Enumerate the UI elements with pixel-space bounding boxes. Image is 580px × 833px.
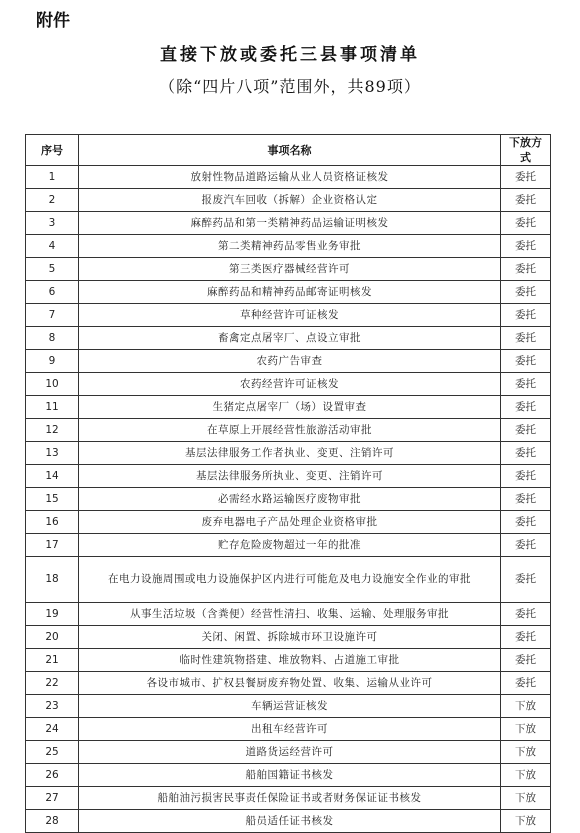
delegation-mode-cell: 委托 — [501, 488, 551, 511]
table-row — [26, 189, 551, 212]
item-name-cell: 废弃电器电子产品处理企业资格审批 — [79, 511, 501, 534]
delegation-mode-cell: 委托 — [501, 626, 551, 649]
column-header-name: 事项名称 — [79, 135, 501, 166]
item-name-cell: 基层法律服务所执业、变更、注销许可 — [79, 465, 501, 488]
row-number-cell: 7 — [26, 304, 79, 327]
delegation-mode-cell: 下放 — [501, 741, 551, 764]
row-number-cell: 21 — [26, 649, 79, 672]
item-name-cell: 船舶国籍证书核发 — [79, 764, 501, 787]
item-name-cell: 放射性物品道路运输从业人员资格证核发 — [79, 166, 501, 189]
delegation-mode-cell: 下放 — [501, 764, 551, 787]
delegation-mode-cell: 委托 — [501, 166, 551, 189]
item-name-cell: 麻醉药品和精神药品邮寄证明核发 — [79, 281, 501, 304]
items-table — [25, 134, 551, 833]
delegation-mode-cell: 委托 — [501, 212, 551, 235]
row-number-cell: 1 — [26, 166, 79, 189]
delegation-mode-cell: 委托 — [501, 672, 551, 695]
delegation-mode-cell: 委托 — [501, 465, 551, 488]
table-row — [26, 626, 551, 649]
delegation-mode-cell: 委托 — [501, 350, 551, 373]
table-row — [26, 672, 551, 695]
table-row — [26, 212, 551, 235]
delegation-mode-cell: 委托 — [501, 649, 551, 672]
delegation-mode-cell: 委托 — [501, 373, 551, 396]
column-header-number: 序号 — [26, 135, 79, 166]
table-row — [26, 396, 551, 419]
item-name-cell: 第二类精神药品零售业务审批 — [79, 235, 501, 258]
column-header-mode: 下放方式 — [501, 135, 551, 166]
item-name-cell: 临时性建筑物搭建、堆放物料、占道施工审批 — [79, 649, 501, 672]
table-row — [26, 534, 551, 557]
item-name-cell: 第三类医疗器械经营许可 — [79, 258, 501, 281]
row-number-cell: 4 — [26, 235, 79, 258]
item-name-cell: 车辆运营证核发 — [79, 695, 501, 718]
table-row — [26, 235, 551, 258]
table-body — [26, 166, 551, 833]
item-name-cell: 出租车经营许可 — [79, 718, 501, 741]
table-header-row — [26, 135, 551, 166]
table-row — [26, 718, 551, 741]
row-number-cell: 13 — [26, 442, 79, 465]
table-row — [26, 419, 551, 442]
row-number-cell: 16 — [26, 511, 79, 534]
delegation-mode-cell: 委托 — [501, 557, 551, 603]
row-number-cell: 8 — [26, 327, 79, 350]
table-row — [26, 373, 551, 396]
table-row — [26, 442, 551, 465]
row-number-cell: 2 — [26, 189, 79, 212]
row-number-cell: 3 — [26, 212, 79, 235]
delegation-mode-cell: 委托 — [501, 603, 551, 626]
row-number-cell: 10 — [26, 373, 79, 396]
item-name-cell: 草种经营许可证核发 — [79, 304, 501, 327]
row-number-cell: 6 — [26, 281, 79, 304]
item-name-cell: 船员适任证书核发 — [79, 810, 501, 833]
delegation-mode-cell: 委托 — [501, 281, 551, 304]
attachment-label: 附件 — [36, 11, 70, 31]
row-number-cell: 22 — [26, 672, 79, 695]
row-number-cell: 27 — [26, 787, 79, 810]
item-name-cell: 必需经水路运输医疗废物审批 — [79, 488, 501, 511]
table-row — [26, 350, 551, 373]
table-row — [26, 258, 551, 281]
table-row — [26, 465, 551, 488]
delegation-mode-cell: 下放 — [501, 787, 551, 810]
delegation-mode-cell: 委托 — [501, 327, 551, 350]
table-row — [26, 741, 551, 764]
item-name-cell: 从事生活垃圾（含粪便）经营性清扫、收集、运输、处理服务审批 — [79, 603, 501, 626]
delegation-mode-cell: 委托 — [501, 442, 551, 465]
item-name-cell: 农药广告审查 — [79, 350, 501, 373]
item-name-cell: 道路货运经营许可 — [79, 741, 501, 764]
item-name-cell: 关闭、闲置、拆除城市环卫设施许可 — [79, 626, 501, 649]
item-name-cell: 基层法律服务工作者执业、变更、注销许可 — [79, 442, 501, 465]
row-number-cell: 25 — [26, 741, 79, 764]
table-row — [26, 166, 551, 189]
delegation-mode-cell: 委托 — [501, 304, 551, 327]
table-row — [26, 557, 551, 603]
table-row — [26, 304, 551, 327]
document-subtitle: （除“四片八项”范围外，共89项） — [159, 77, 421, 96]
delegation-mode-cell: 委托 — [501, 419, 551, 442]
delegation-mode-cell: 委托 — [501, 396, 551, 419]
row-number-cell: 14 — [26, 465, 79, 488]
delegation-mode-cell: 委托 — [501, 534, 551, 557]
row-number-cell: 17 — [26, 534, 79, 557]
row-number-cell: 5 — [26, 258, 79, 281]
row-number-cell: 19 — [26, 603, 79, 626]
row-number-cell: 12 — [26, 419, 79, 442]
item-name-cell: 贮存危险废物超过一年的批准 — [79, 534, 501, 557]
table-row — [26, 695, 551, 718]
item-name-cell: 麻醉药品和第一类精神药品运输证明核发 — [79, 212, 501, 235]
item-name-cell: 农药经营许可证核发 — [79, 373, 501, 396]
row-number-cell: 28 — [26, 810, 79, 833]
item-name-cell: 畜禽定点屠宰厂、点设立审批 — [79, 327, 501, 350]
item-name-cell: 报废汽车回收（拆解）企业资格认定 — [79, 189, 501, 212]
table-row — [26, 764, 551, 787]
table-row — [26, 649, 551, 672]
delegation-mode-cell: 委托 — [501, 258, 551, 281]
item-name-cell: 在电力设施周围或电力设施保护区内进行可能危及电力设施安全作业的审批 — [79, 557, 501, 603]
row-number-cell: 18 — [26, 557, 79, 603]
delegation-mode-cell: 委托 — [501, 189, 551, 212]
delegation-mode-cell: 下放 — [501, 695, 551, 718]
row-number-cell: 11 — [26, 396, 79, 419]
document-title: 直接下放或委托三县事项清单 — [160, 45, 420, 65]
delegation-mode-cell: 委托 — [501, 511, 551, 534]
row-number-cell: 24 — [26, 718, 79, 741]
delegation-mode-cell: 下放 — [501, 810, 551, 833]
row-number-cell: 15 — [26, 488, 79, 511]
item-name-cell: 生猪定点屠宰厂（场）设置审查 — [79, 396, 501, 419]
table-row — [26, 603, 551, 626]
delegation-mode-cell: 下放 — [501, 718, 551, 741]
table-row — [26, 810, 551, 833]
item-name-cell: 各设市城市、扩权县餐厨废弃物处置、收集、运输从业许可 — [79, 672, 501, 695]
item-name-cell: 船舶油污损害民事责任保险证书或者财务保证证书核发 — [79, 787, 501, 810]
row-number-cell: 9 — [26, 350, 79, 373]
table-row — [26, 327, 551, 350]
table-row — [26, 787, 551, 810]
table-row — [26, 488, 551, 511]
row-number-cell: 23 — [26, 695, 79, 718]
table-row — [26, 281, 551, 304]
item-name-cell: 在草原上开展经营性旅游活动审批 — [79, 419, 501, 442]
row-number-cell: 26 — [26, 764, 79, 787]
row-number-cell: 20 — [26, 626, 79, 649]
table-row — [26, 511, 551, 534]
delegation-mode-cell: 委托 — [501, 235, 551, 258]
